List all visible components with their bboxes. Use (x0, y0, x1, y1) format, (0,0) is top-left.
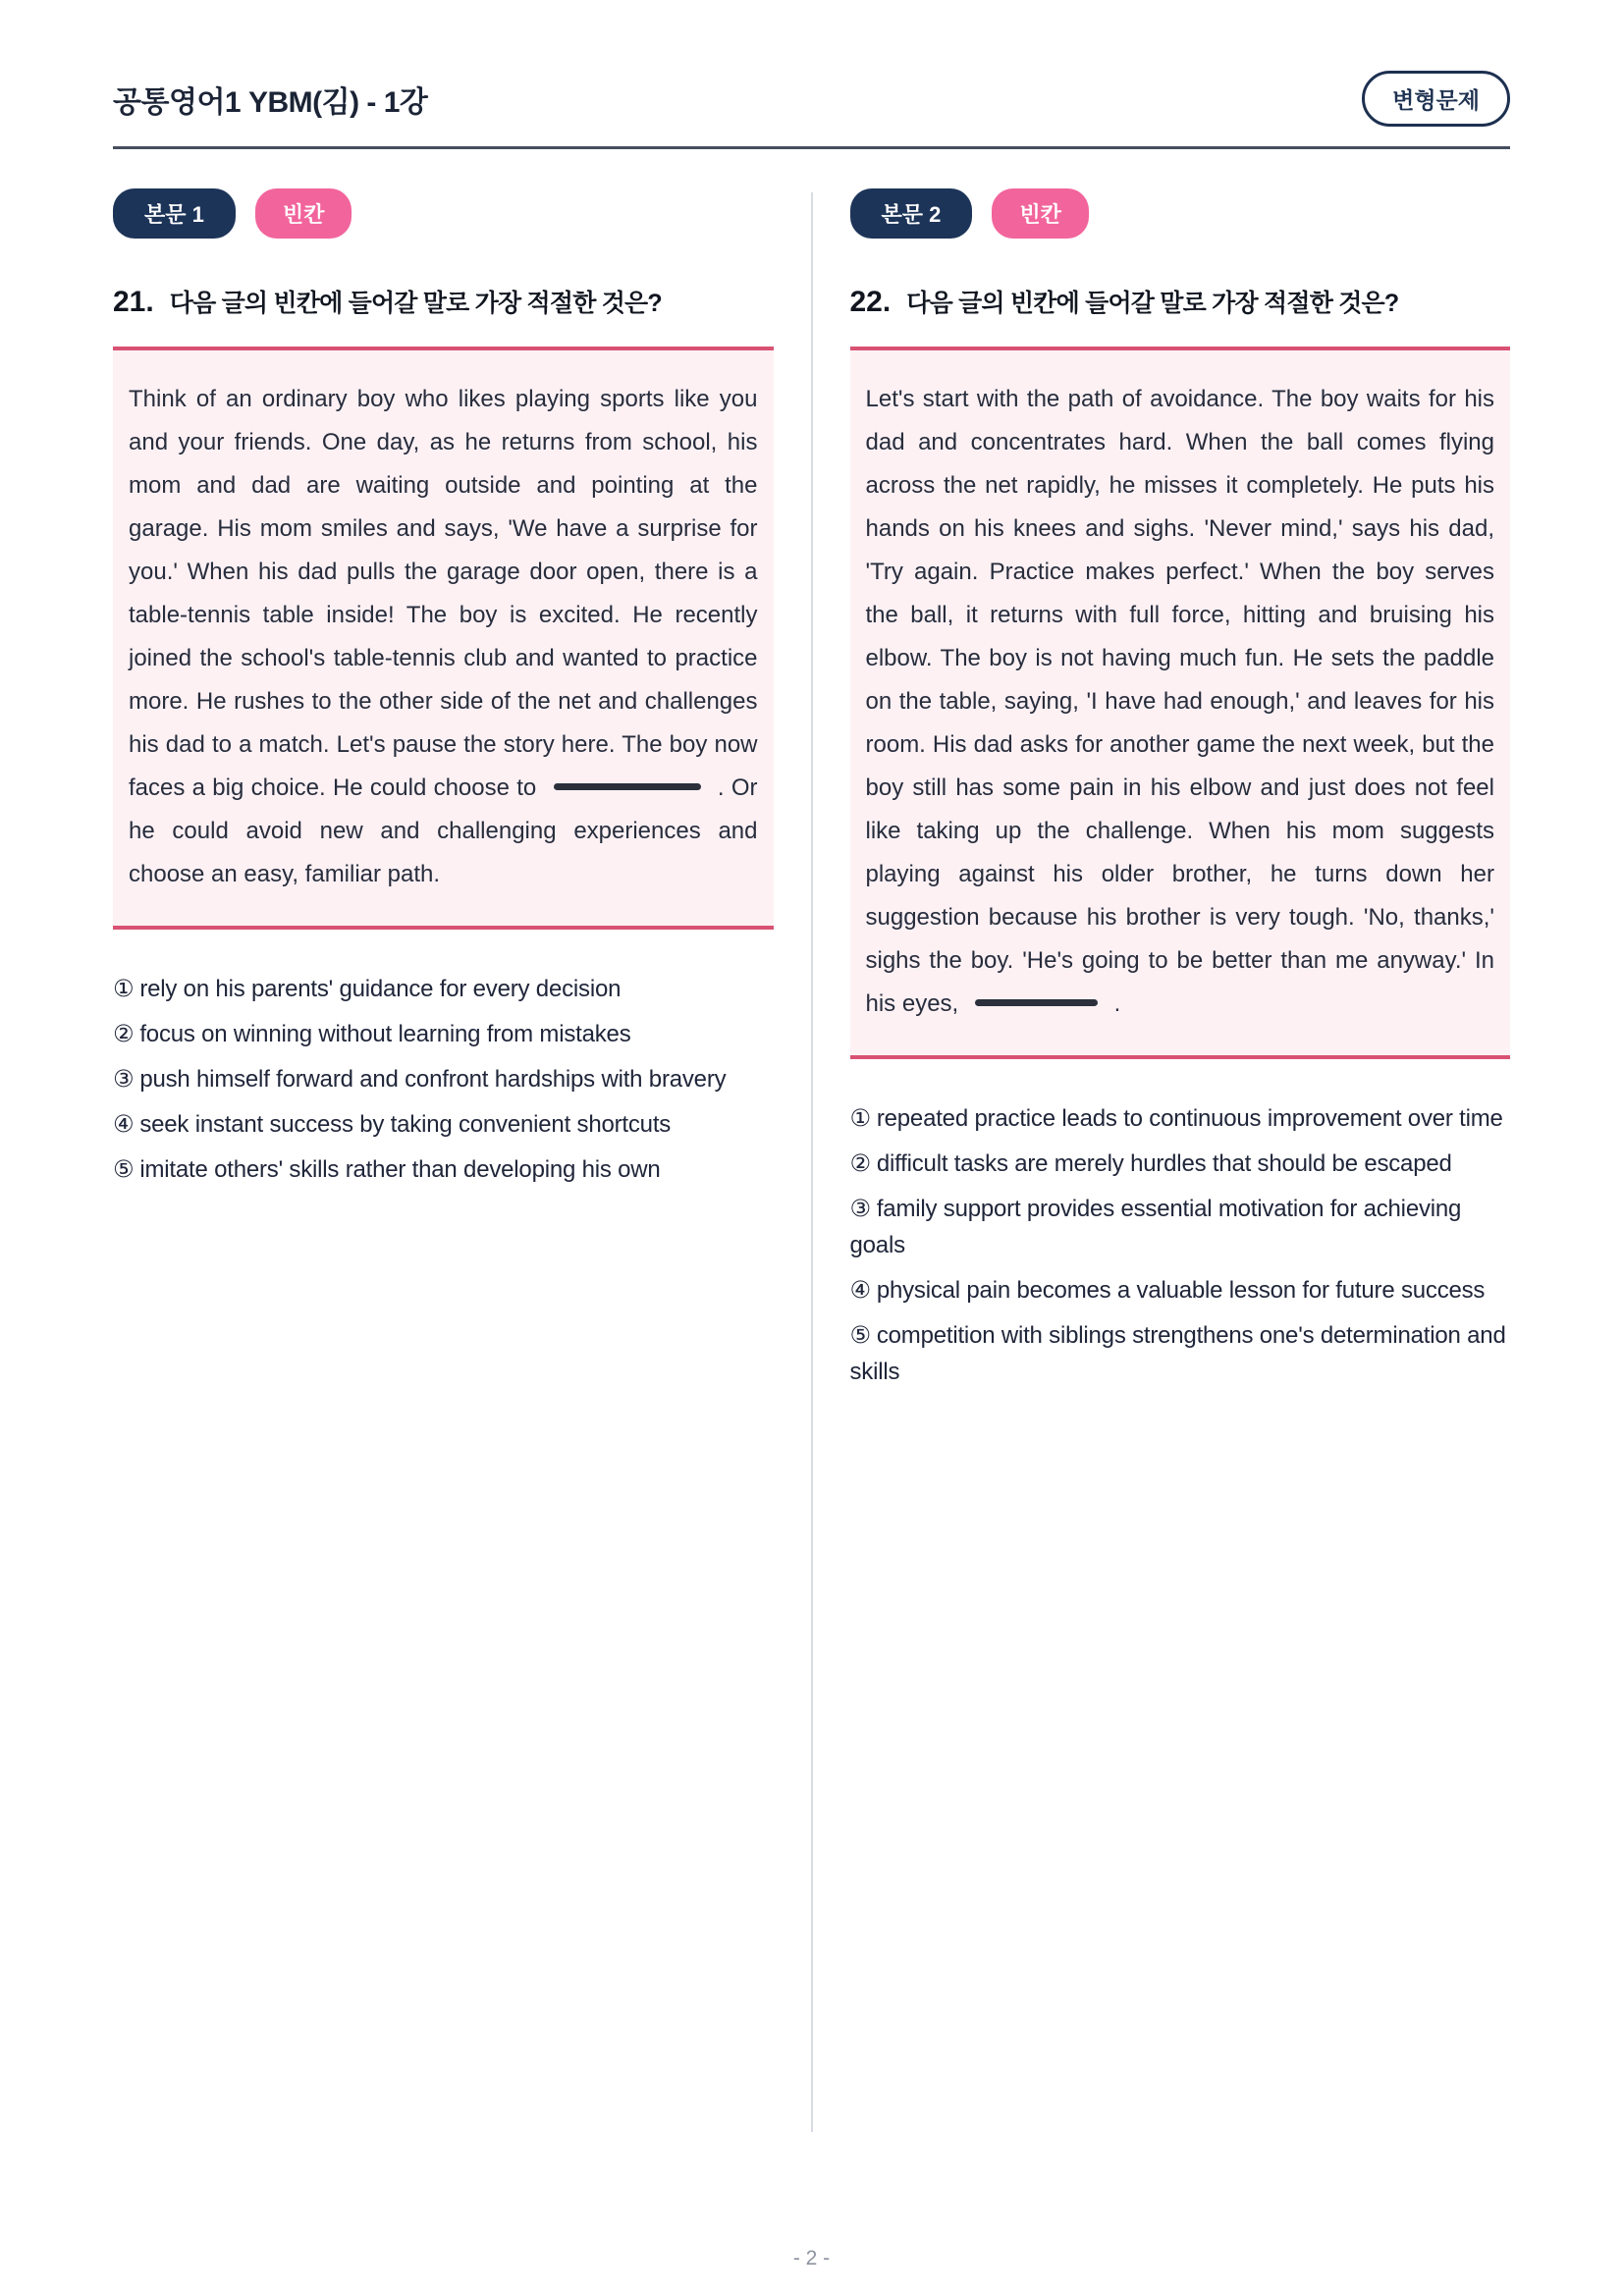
choice-number: ⑤ (849, 1322, 871, 1349)
choice-number: ② (113, 1021, 135, 1047)
question-text: 다음 글의 빈칸에 들어갈 말로 가장 적절한 것은? (906, 290, 1399, 317)
choice-item (113, 1061, 774, 1097)
choice-text: push himself forward and confront hardships with bravery (139, 1066, 727, 1093)
passage-text-before-blank: Let's start with the path of avoidance. The boy waits for his dad and concentrates hard. When the ball comes flying across the net rapidly, he misses it completely. He puts his hands on his knees and sighs. 'Never mind,' says his dad, 'Try again. Practice makes perfect.' When the boy serves the ball, it returns with full force, hitting and bruising his elbow. The boy is not having much fun. He sets the paddle on the table, saying, 'I have had enough,' and leaves for his room. His dad asks for another game the next week, but the boy still has some pain in his elbow and just does not feel like taking up the challenge. When his mom suggests playing against his older brother, he turns down her suggestion because his brother is very tough. 'No, thanks,' sighs the boy. 'He's going to be better than me anyway.' In his eyes, (865, 386, 1494, 1017)
choice-number: ① (113, 976, 135, 1002)
blank-type-badge: 빈칸 (255, 188, 352, 239)
choice-text: repeated practice leads to continuous improvement over time (876, 1105, 1503, 1132)
choice-item (113, 1151, 774, 1188)
choices-22 (850, 1100, 1511, 1390)
passage-text-after-blank: . Or he could avoid new and challenging experiences and choose an easy, familiar path. (129, 774, 758, 887)
variant-problem-badge: 변형문제 (1362, 71, 1510, 127)
choice-item (850, 1272, 1511, 1308)
page-title: 공통영어1 YBM(김) - 1강 (113, 85, 428, 119)
choice-item (113, 1106, 774, 1143)
blank-line (554, 783, 701, 790)
choice-number: ③ (113, 1066, 135, 1093)
choice-text: competition with siblings strengthens one's determination and skills (849, 1322, 1506, 1385)
question-text: 다음 글의 빈칸에 들어갈 말로 가장 적절한 것은? (169, 290, 662, 317)
choice-text: imitate others' skills rather than developing his own (139, 1156, 661, 1183)
column-question-21 (113, 188, 774, 2191)
passage-tag-badge: 본문 1 (113, 188, 236, 239)
question-number: 21. (113, 286, 154, 318)
choice-text: focus on winning without learning from mistakes (139, 1021, 631, 1047)
choice-text: difficult tasks are merely hurdles that should be escaped (876, 1150, 1452, 1177)
tag-row-21 (113, 188, 774, 239)
header-divider (113, 146, 1510, 149)
choice-number: ④ (849, 1277, 871, 1304)
choice-item (113, 1016, 774, 1052)
passage-21 (113, 347, 774, 930)
choice-item (850, 1317, 1511, 1390)
choice-number: ② (849, 1150, 871, 1177)
passage-22 (850, 347, 1511, 1059)
choice-text: rely on his parents' guidance for every decision (139, 976, 622, 1002)
blank-line (975, 999, 1098, 1006)
choice-number: ⑤ (113, 1156, 135, 1183)
choices-21 (113, 971, 774, 1188)
choice-item (850, 1191, 1511, 1263)
content-columns (113, 188, 1510, 2191)
choice-number: ④ (113, 1111, 135, 1138)
question-22-heading (850, 284, 1511, 319)
choice-item (113, 971, 774, 1007)
choice-number: ③ (849, 1196, 871, 1222)
passage-text-after-blank: . (1113, 990, 1121, 1017)
column-divider (811, 192, 813, 2132)
tag-row-22 (850, 188, 1511, 239)
choice-text: seek instant success by taking convenient shortcuts (139, 1111, 672, 1138)
choice-text: physical pain becomes a valuable lesson for future success (876, 1277, 1486, 1304)
question-21-heading (113, 284, 774, 319)
passage-tag-badge: 본문 2 (850, 188, 973, 239)
choice-item (850, 1100, 1511, 1137)
passage-text-before-blank: Think of an ordinary boy who likes playing sports like you and your friends. One day, as he returns from school, his mom and dad are waiting outside and pointing at the garage. His mom smiles and says, 'We have a surprise for you.' When his dad pulls the garage door open, there is a table-tennis table inside! The boy is excited. He recently joined the school's table-tennis club and wanted to practice more. He rushes to the other side of the net and challenges his dad to a match. Let's pause the story here. The boy now faces a big choice. He could choose to (129, 386, 758, 801)
page-number: - 2 - (792, 2247, 831, 2269)
choice-number: ① (849, 1105, 871, 1132)
blank-type-badge: 빈칸 (992, 188, 1089, 239)
column-question-22 (850, 188, 1511, 2191)
choice-item (850, 1146, 1511, 1182)
question-number: 22. (849, 286, 892, 318)
choice-text: family support provides essential motivation for achieving goals (849, 1196, 1462, 1258)
page-header (113, 71, 1510, 127)
